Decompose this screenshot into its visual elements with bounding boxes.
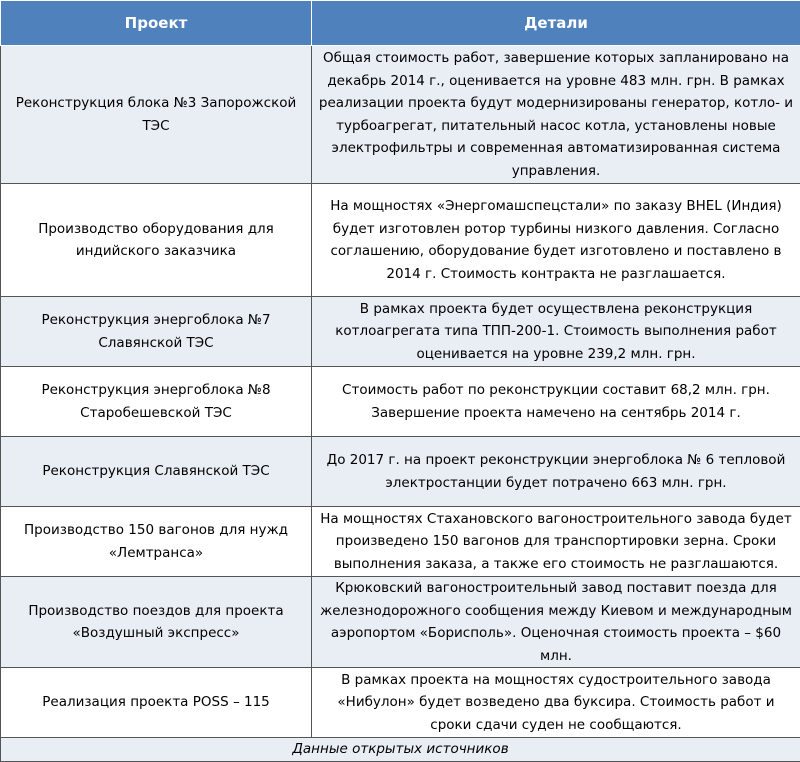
project-cell: Реконструкция блока №3 Запорожской ТЭС [1,46,312,184]
details-cell: В рамках проекта будет осуществлена реконструкция котлоагрегата типа ТПП-200-1. Стоимость выполнения работ оценивается на уровне 239,2 млн. грн. [312,297,800,367]
details-cell: Крюковский вагоностроительный завод поставит поезда для железнодорожного сообщения между Киевом и международным аэропортом «Борисполь». Оценочная стоимость проекта – $60 млн. [312,577,800,668]
source-row [1,738,800,762]
table-row [1,668,800,738]
table-row [1,46,800,184]
details-cell: В рамках проекта на мощностях судостроительного завода «Нибулон» будет возведено два буксира. Стоимость работ и сроки сдачи суден не сообщаются. [312,668,800,738]
column-header-project: Проект [1,1,312,46]
project-cell: Производство 150 вагонов для нужд «Лемтранса» [1,507,312,577]
header-row [1,1,800,46]
details-cell: На мощностях Стахановского вагоностроительного завода будет произведено 150 вагонов для транспортировки зерна. Сроки выполнения заказа, а также его стоимость не разглашаются. [312,507,800,577]
project-cell: Производство оборудования для индийского заказчика [1,184,312,297]
project-cell: Производство поездов для проекта «Воздушный экспресс» [1,577,312,668]
table-row [1,297,800,367]
details-cell: До 2017 г. на проект реконструкции энергоблока № 6 тепловой электростанции будет потрачено 663 млн. грн. [312,437,800,507]
table-row [1,577,800,668]
project-cell: Реконструкция Славянской ТЭС [1,437,312,507]
table-row [1,367,800,437]
table-row [1,507,800,577]
project-cell: Реконструкция энергоблока №8 Старобешевской ТЭС [1,367,312,437]
table-row [1,437,800,507]
column-header-details: Детали [312,1,800,46]
source-note: Данные открытых источников [1,738,800,762]
details-cell: На мощностях «Энергомашспецстали» по заказу BHEL (Индия) будет изготовлен ротор турбины низкого давления. Согласно соглашению, оборудование будет изготовлено и поставлено в 2014 г. Стоимость контракта не разглашается. [312,184,800,297]
table-row [1,184,800,297]
details-cell: Стоимость работ по реконструкции составит 68,2 млн. грн. Завершение проекта намечено на сентябрь 2014 г. [312,367,800,437]
project-cell: Реализация проекта POSS – 115 [1,668,312,738]
project-cell: Реконструкция энергоблока №7 Славянской ТЭС [1,297,312,367]
details-cell: Общая стоимость работ, завершение которых запланировано на декабрь 2014 г., оценивается на уровне 483 млн. грн. В рамках реализации проекта будут модернизированы генератор, котло- и турбоагрегат, питательный насос котла, установлены новые электрофильтры и современная автоматизированная система управления. [312,46,800,184]
